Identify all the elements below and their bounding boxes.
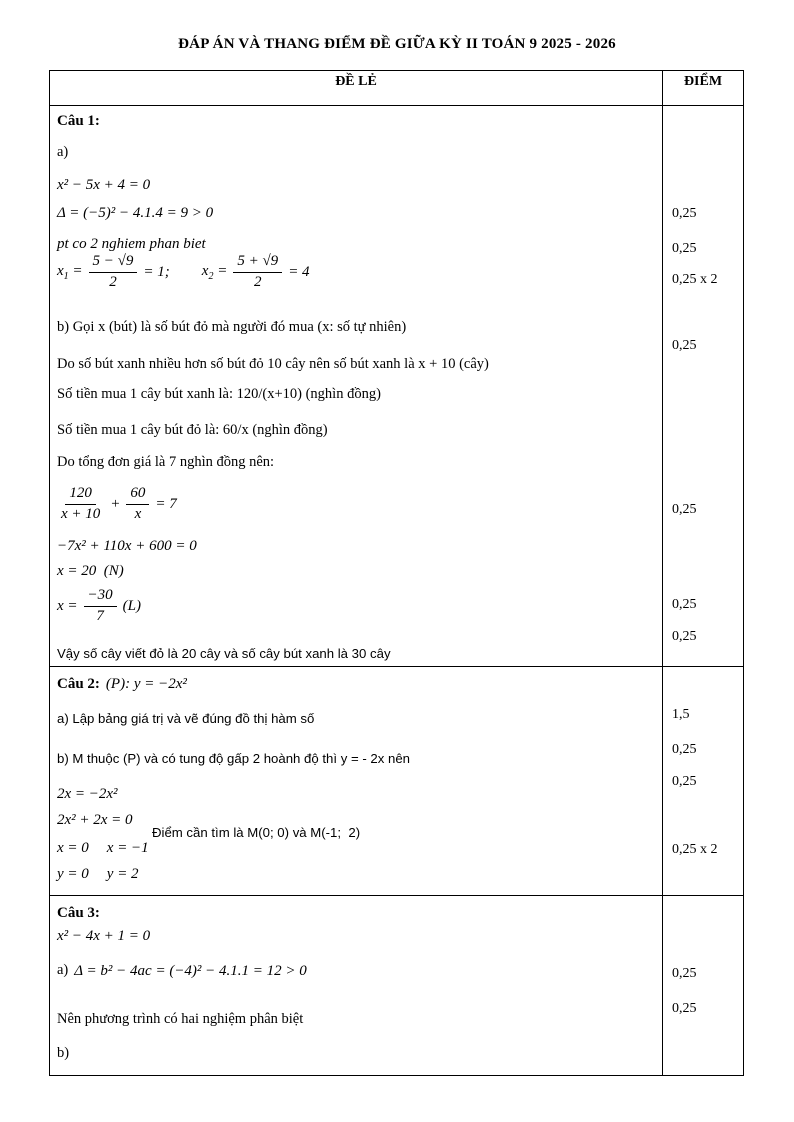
point-value: 0,25 [672, 502, 697, 517]
point-value: 0,25 [672, 774, 697, 789]
cau3-points [663, 896, 743, 1075]
cau1-root-accepted: x = 20 (N) [57, 563, 124, 579]
cau2-note-points: Điểm cần tìm là M(0; 0) và M(-1; 2) [152, 825, 361, 840]
sum-frac1-numerator: 120 [65, 484, 96, 505]
answer-table [49, 70, 744, 1076]
rejected-frac-denominator: 7 [96, 607, 104, 624]
header-de-le: ĐỀ LẺ [50, 71, 663, 105]
point-value: 0,25 [672, 241, 697, 256]
point-value: 1,5 [672, 707, 690, 722]
rejected-frac-numerator: −30 [84, 586, 117, 607]
cau1-content [50, 106, 663, 666]
point-value: 0,25 [672, 1001, 697, 1016]
point-value: 0,25 [672, 742, 697, 757]
x2-fraction [233, 252, 282, 292]
cau2-eq1: 2x = −2x² [57, 786, 118, 802]
x1-var: x [57, 262, 64, 279]
plus-sign: + [110, 496, 121, 512]
cau1-points [663, 106, 743, 666]
cau3-line-conclusion: Nên phương trình có hai nghiệm phân biệt [57, 1011, 304, 1027]
cau1-line-price-blue: Số tiền mua 1 cây bút xanh là: 120/(x+10) (nghìn đồng) [57, 386, 381, 402]
cau1-eq-quadratic: x² − 5x + 4 = 0 [57, 177, 151, 193]
x2-var: x [201, 262, 209, 279]
x2-result: = 4 [288, 264, 310, 280]
point-value: 0,25 [672, 966, 697, 981]
x1-frac-denominator: 2 [109, 273, 117, 290]
cau1-line-blue-vs-red: Do số bút xanh nhiều hơn số bút đỏ 10 cây nên số bút xanh là x + 10 (cây) [57, 356, 489, 372]
cau2-line-a: a) Lập bảng giá trị và vẽ đúng đồ thị hàm số [57, 711, 315, 726]
x2-frac-denominator: 2 [254, 273, 262, 290]
cau2-eq3 [57, 839, 155, 857]
sum-frac2-denominator: x [134, 505, 142, 522]
cau3-heading: Câu 3: [57, 905, 100, 921]
row-cau-2 [50, 666, 743, 895]
cau1-part-b-intro: b) Gọi x (bút) là số bút đỏ mà người đó mua (x: số tự nhiên) [57, 319, 407, 335]
rejected-tail: (L) [122, 598, 141, 614]
x1-lhs [57, 262, 83, 283]
x2-subscript: 2 [208, 270, 214, 282]
x1-subscript: 1 [63, 270, 69, 282]
cau1-part-a-label: a) [57, 144, 69, 160]
cau2-points [663, 667, 743, 895]
sum-fraction-1 [57, 484, 104, 524]
point-value: 0,25 x 2 [672, 842, 718, 857]
point-value: 0,25 [672, 597, 697, 612]
cau2-heading: Câu 2: [57, 676, 100, 692]
cau1-line-price-red: Số tiền mua 1 cây bút đỏ là: 60/x (nghìn đồng) [57, 422, 328, 438]
sum-frac2-numerator: 60 [126, 484, 149, 505]
cau3-part-a-label: a) [57, 962, 69, 979]
x2-equals: = [217, 262, 228, 279]
cau3-line-a [57, 962, 313, 980]
cau1-heading: Câu 1: [57, 113, 100, 129]
row-cau-3 [50, 895, 743, 1075]
cau2-eq4-right: y = 2 [106, 866, 139, 882]
cau2-eq4 [57, 865, 145, 883]
point-value: 0,25 x 2 [672, 272, 718, 287]
cau2-eq3-left: x = 0 [57, 840, 89, 856]
cau2-heading-equation: (P): y = −2x² [105, 676, 187, 692]
cau3-content [50, 896, 663, 1075]
cau2-content [50, 667, 663, 895]
cau1-line-total-price: Do tổng đơn giá là 7 nghìn đồng nên: [57, 454, 275, 470]
page-title: ĐÁP ÁN VÀ THANG ĐIỂM ĐỀ GIỮA KỲ II TOÁN 9 2025 - 2026 [178, 36, 616, 52]
x2-lhs [202, 262, 228, 283]
cau2-eq3-right: x = −1 [106, 840, 149, 856]
cau1-root-rejected [57, 586, 147, 626]
sum-frac1-denominator: x + 10 [61, 505, 101, 522]
cau2-line-b: b) M thuộc (P) và có tung độ gấp 2 hoành độ thì y = - 2x nên [57, 751, 410, 766]
point-value: 0,25 [672, 338, 697, 353]
point-value: 0,25 [672, 629, 697, 644]
cau1-roots-equation [57, 252, 316, 292]
x1-frac-numerator: 5 − √9 [89, 252, 138, 273]
cau2-heading-line [57, 675, 193, 693]
cau3-eq1: x² − 4x + 1 = 0 [57, 928, 151, 944]
cau2-eq2: 2x² + 2x = 0 [57, 812, 133, 828]
x1-fraction [89, 252, 138, 292]
point-value: 0,25 [672, 206, 697, 221]
sum-fraction-2 [126, 484, 149, 524]
table-header-row [50, 71, 743, 106]
cau1-conclusion: Vậy số cây viết đỏ là 20 cây và số cây bút xanh là 30 cây [57, 646, 391, 661]
rejected-fraction [84, 586, 117, 626]
rejected-lhs: x = [57, 598, 78, 614]
cau1-eq-delta: Δ = (−5)² − 4.1.4 = 9 > 0 [57, 205, 214, 221]
cau1-note-two-roots: pt co 2 nghiem phan biet [57, 236, 206, 252]
cau3-eq-delta: Δ = b² − 4ac = (−4)² − 4.1.1 = 12 > 0 [74, 963, 307, 979]
x1-equals: = [72, 262, 83, 279]
cau1-eq-sum [57, 484, 183, 524]
cau2-eq4-left: y = 0 [57, 866, 89, 882]
x2-frac-numerator: 5 + √9 [233, 252, 282, 273]
row-cau-1 [50, 106, 743, 666]
header-diem: ĐIỂM [683, 74, 723, 89]
cau3-part-b-label: b) [57, 1045, 70, 1061]
x1-result: = 1; [143, 264, 170, 280]
cau1-eq-expanded: −7x² + 110x + 600 = 0 [57, 538, 197, 554]
sum-rhs: = 7 [155, 496, 177, 512]
